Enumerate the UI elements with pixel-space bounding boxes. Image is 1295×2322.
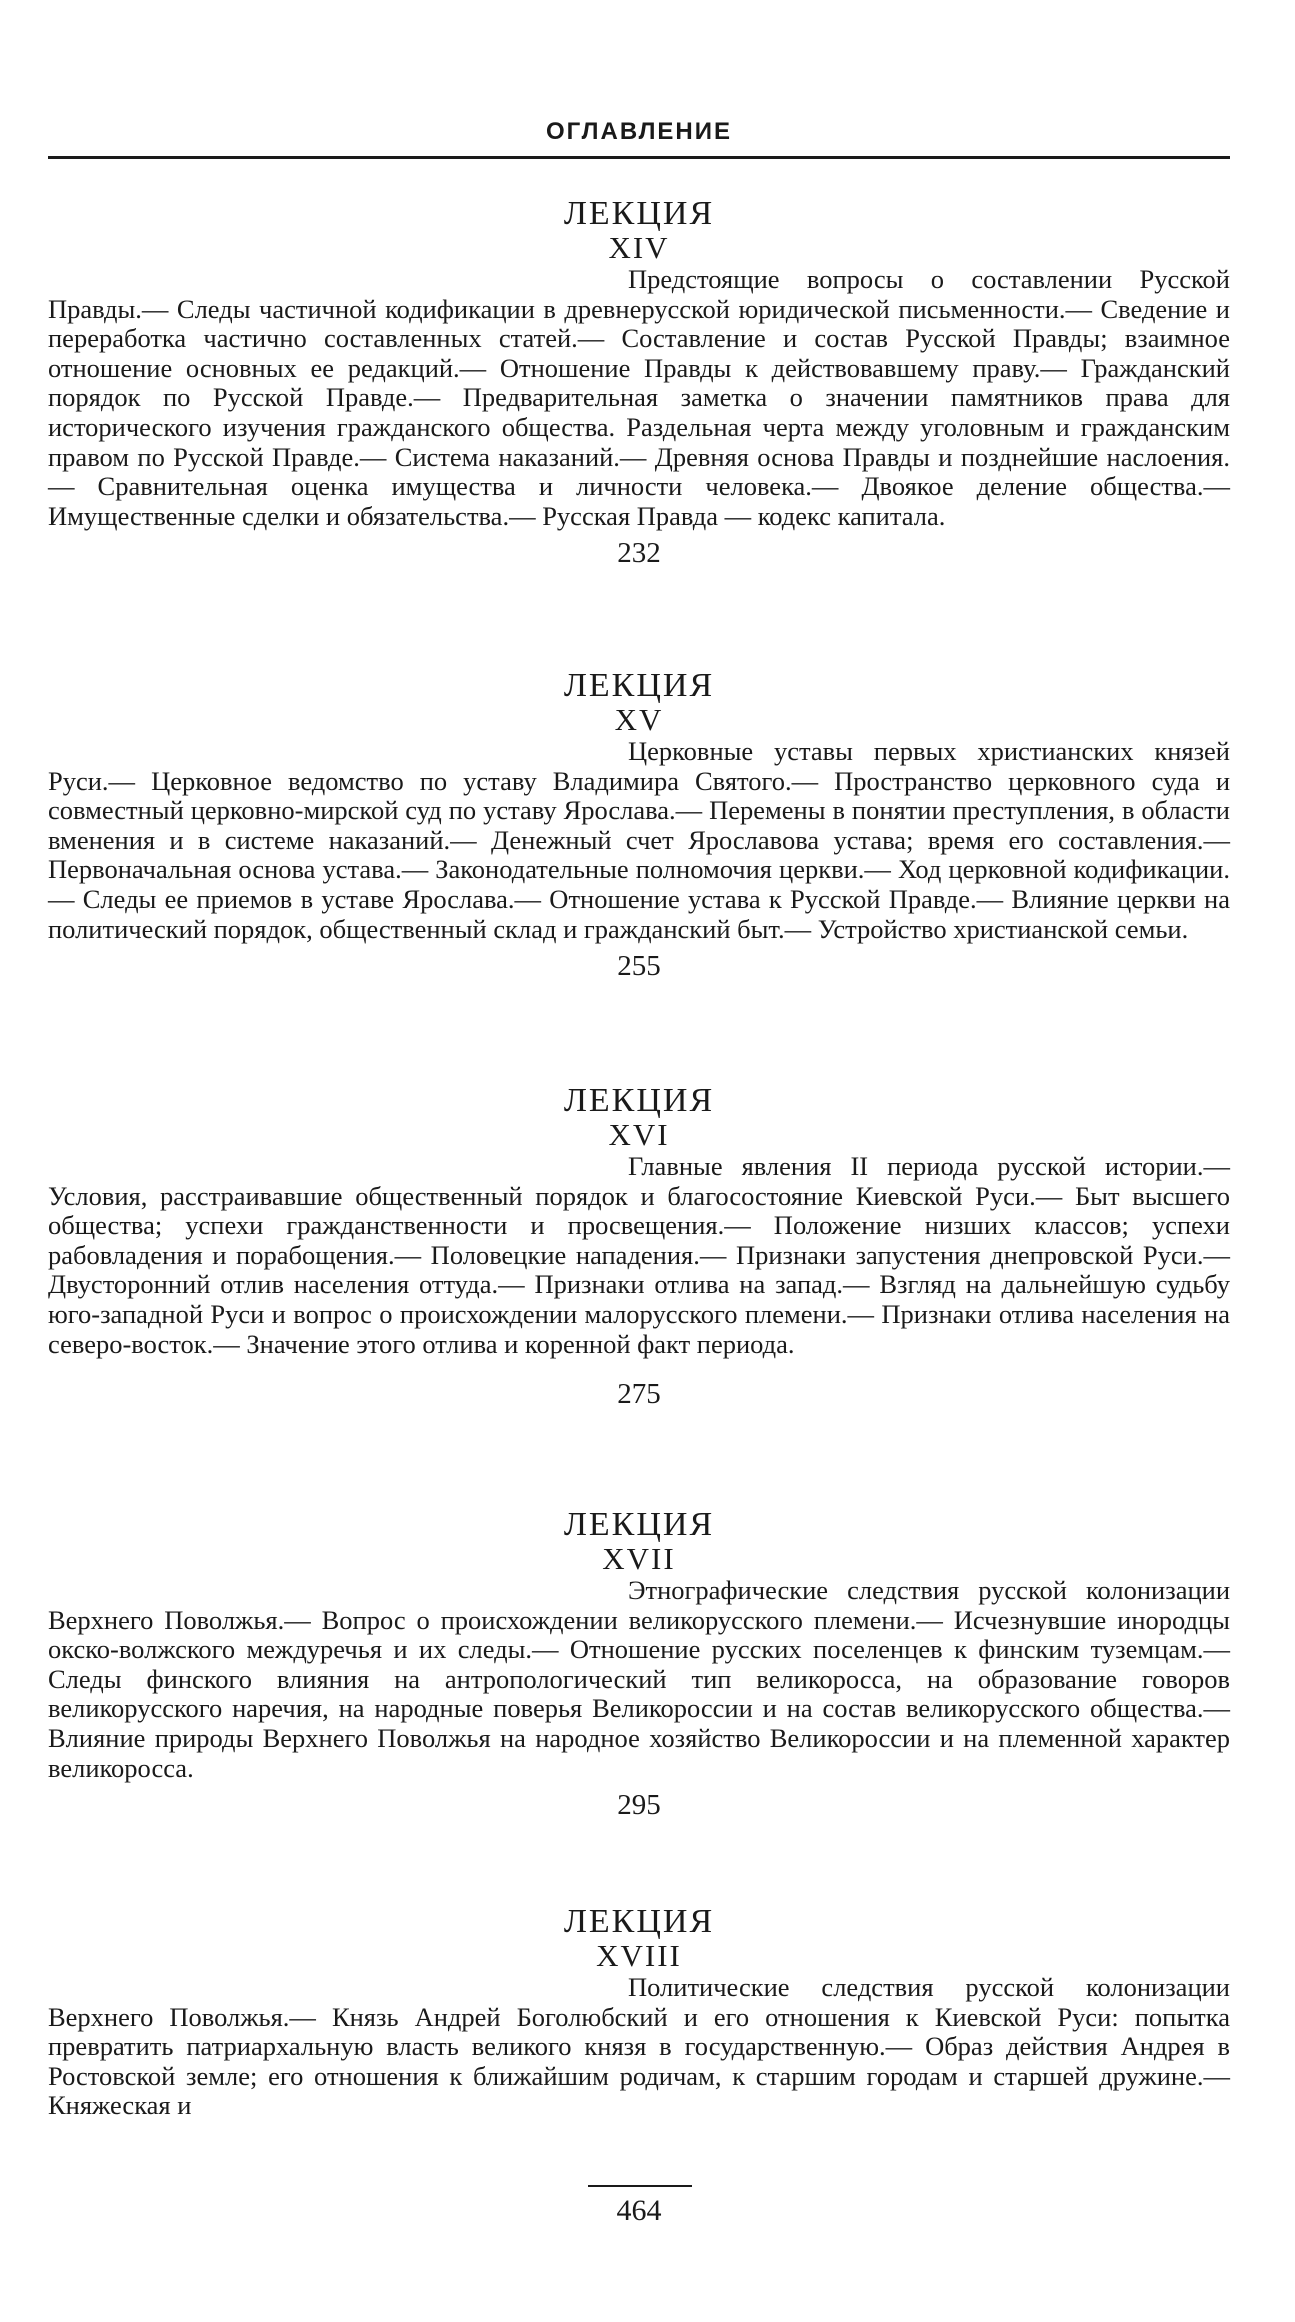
lecture-number: XV bbox=[614, 702, 664, 737]
lecture-heading: ЛЕКЦИЯ bbox=[563, 667, 715, 704]
lecture-summary: Политические следствия русской колонизации Верхнего Поволжья.— Князь Андрей Боголюбский и его отношения к Киевской Руси: попытка превратить патриархальную власть великого князя в государственную.— Образ действия Андрея в Ростовской земле; его отношения к ближайшим родичам, к старшим городам и старшей дружине.— Княжеская и bbox=[48, 1972, 1230, 2121]
lecture-entry-xvi bbox=[48, 1084, 1230, 1409]
lecture-entry-xviii bbox=[48, 1905, 1230, 2121]
lecture-heading: ЛЕКЦИЯ bbox=[563, 195, 715, 232]
lecture-number: XVII bbox=[602, 1541, 676, 1576]
lecture-page-number: 232 bbox=[617, 537, 661, 570]
lecture-summary: Церковные уставы первых христианских князей Руси.— Церковное ведомство по уставу Владимира Святого.— Пространство церковного суда и совместный церковно-мирской суд по уставу Ярослава.— Перемены в понятии преступления, в области вменения и в системе наказаний.— Денежный счет Ярославова устава; время его составления.— Первоначальная основа устава.— Законодательные полномочия церкви.— Ход церковной кодификации.— Следы ее приемов в уставе Ярослава.— Отношение устава к Русской Правде.— Влияние церкви на политический порядок, общественный склад и гражданский быт.— Устройство христианской семьи. bbox=[48, 736, 1230, 944]
lecture-heading: ЛЕКЦИЯ bbox=[563, 1506, 715, 1543]
lecture-entry-xvii bbox=[48, 1508, 1230, 1820]
header-rule bbox=[48, 156, 1230, 159]
lecture-page-number: 255 bbox=[617, 950, 661, 983]
lecture-entry-xv bbox=[48, 669, 1230, 981]
lecture-heading: ЛЕКЦИЯ bbox=[563, 1903, 715, 1940]
lecture-summary: Предстоящие вопросы о составлении Русской Правды.— Следы частичной кодификации в древнерусской юридической письменности.— Сведение и переработка частично составленных статей.— Составление и состав Русской Правды; взаимное отношение основных ее редакций.— Отношение Правды к действовавшему праву.— Гражданский порядок по Русской Правде.— Предварительная заметка о значении памятников права для исторического изучения гражданского общества. Раздельная черта между уголовным и гражданским правом по Русской Правде.— Система наказаний.— Древняя основа Правды и позднейшие наслоения.— Сравнительная оценка имущества и личности человека.— Двоякое деление общества.— Имущественные сделки и обязательства.— Русская Правда — кодекс капитала. bbox=[48, 264, 1230, 531]
book-page bbox=[48, 0, 1230, 2322]
running-head: ОГЛАВЛЕНИЕ bbox=[545, 118, 733, 145]
lecture-page-number: 275 bbox=[617, 1378, 661, 1411]
lecture-entry-xiv bbox=[48, 197, 1230, 568]
lecture-summary: Этнографические следствия русской колонизации Верхнего Поволжья.— Вопрос о происхождении великорусского племени.— Исчезнувшие инородцы окско-волжского междуречья и их следы.— Отношение русских поселенцев к финским туземцам.— Следы финского влияния на антропологический тип великоросса, на образование говоров великорусского наречия, на народные поверья Великороссии и на состав великорусского общества.— Влияние природы Верхнего Поволжья на народное хозяйство Великороссии и на племенной характер великоросса. bbox=[48, 1575, 1230, 1783]
folio-page-number: 464 bbox=[616, 2194, 662, 2227]
footer-rule bbox=[588, 2185, 692, 2187]
lecture-page-number: 295 bbox=[617, 1789, 661, 1822]
lecture-summary: Главные явления II периода русской истории.— Условия, расстраивавшие общественный порядок и благосостояние Киевской Руси.— Быт высшего общества; успехи гражданственности и просвещения.— Положение низших классов; успехи рабовладения и порабощения.— Половецкие нападения.— Признаки запустения днепровской Руси.— Двусторонний отлив населения оттуда.— Признаки отлива на запад.— Взгляд на дальнейшую судьбу юго-западной Руси и вопрос о происхождении малорусского племени.— Признаки отлива населения на северо-восток.— Значение этого отлива и коренной факт периода. bbox=[48, 1151, 1230, 1359]
lecture-number: XIV bbox=[608, 230, 670, 265]
lecture-heading: ЛЕКЦИЯ bbox=[563, 1082, 715, 1119]
lecture-number: XVIII bbox=[596, 1938, 682, 1973]
lecture-number: XVI bbox=[608, 1117, 670, 1152]
